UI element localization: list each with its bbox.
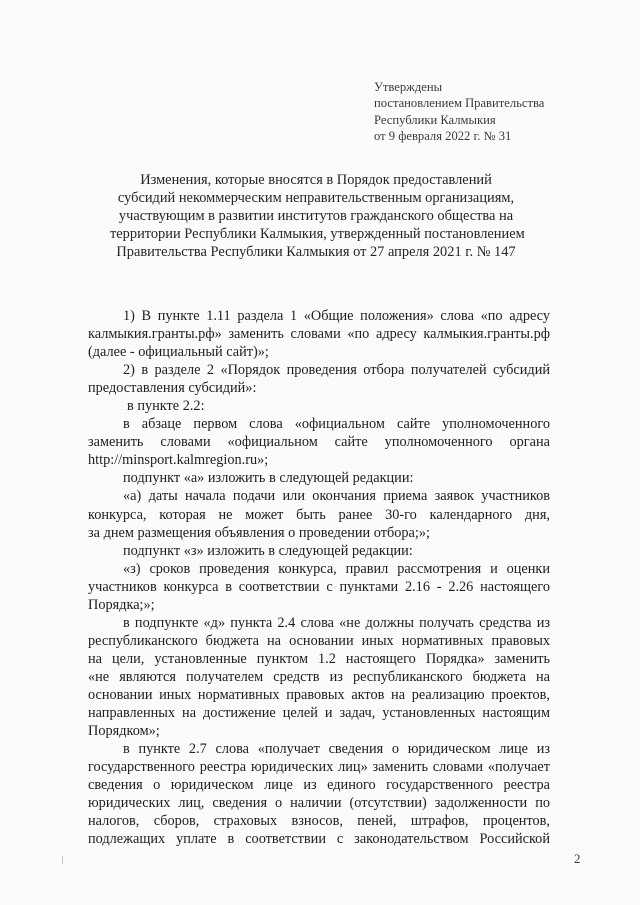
- body-line: в абзаце первом слова «официальном сайте уполномоченного: [123, 416, 550, 433]
- page-number: 2: [574, 851, 581, 866]
- document-title: [110, 171, 525, 261]
- body-line: государственного реестра юридических лиц» заменить словами «получает: [88, 759, 550, 776]
- body-line: юридических лиц, сведения о наличии (отсутствии) задолженности по: [88, 795, 550, 812]
- body-line: «з) сроков проведения конкурса, правил рассмотрения и оценки: [123, 560, 550, 577]
- title-line: территории Республики Калмыкия, утвержденный постановлением: [110, 226, 525, 243]
- body-line: Порядком»;: [88, 723, 160, 740]
- body-line: основании иных нормативных правовых актов на реализацию проектов,: [88, 686, 550, 703]
- body-line: «а) даты начала подачи или окончания приема заявок участников: [123, 488, 550, 505]
- body-line: участников конкурса в соответствии с пунктами 2.16 - 2.26 настоящего: [88, 578, 550, 595]
- approval-line: Утверждены: [374, 80, 443, 94]
- body-line: подпункт «а» изложить в следующей редакции:: [123, 470, 414, 487]
- approval-stamp-block: [374, 79, 544, 145]
- body-line: Порядка;»;: [88, 596, 155, 613]
- body-line: республиканского бюджета на основании иных нормативных правовых: [88, 632, 550, 649]
- body-line: http://minsport.kalmregion.ru»;: [88, 452, 269, 469]
- title-line: Правительства Республики Калмыкия от 27 апреля 2021 г. № 147: [116, 244, 516, 261]
- body-line: подлежащих уплате в соответствии с законодательством Российской: [88, 831, 550, 848]
- title-line: Изменения, которые вносятся в Порядок предоставлений: [140, 172, 492, 188]
- title-line: участвующим в развитии институтов гражданского общества на: [118, 208, 514, 225]
- body-line: налогов, сборов, страховых взносов, пеней, штрафов, процентов,: [88, 813, 550, 830]
- body-line: заменить словами «официальном сайте уполномоченного органа: [88, 434, 550, 451]
- body-line: 1) В пункте 1.11 раздела 1 «Общие положения» слова «по адресу: [123, 308, 550, 324]
- body-line: на цели, установленные пунктом 1.2 настоящего Порядка» заменить: [88, 650, 550, 667]
- body-line: «не являются получателем средств из республиканского бюджета на: [88, 668, 550, 685]
- approval-line: Республики Калмыкия: [374, 112, 496, 127]
- approval-line: постановлением Правительства: [374, 96, 545, 111]
- body-line: в подпункте «д» пункта 2.4 слова «не должны получать средства из: [123, 614, 550, 631]
- body-line: (далее - официальный сайт)»;: [88, 344, 269, 361]
- approval-line: от 9 февраля 2022 г. № 31: [374, 129, 512, 144]
- scan-margin-mark: [62, 856, 63, 864]
- body-line: в пункте 2.2:: [127, 398, 205, 415]
- body-line: направленных на достижение целей и задач, установленных настоящим: [88, 705, 550, 722]
- title-line: субсидий некоммерческим неправительственным организациям,: [117, 190, 515, 207]
- body-line: 2) в разделе 2 «Порядок проведения отбора получателей субсидий: [123, 362, 550, 379]
- body-line: предоставления субсидий»:: [88, 380, 257, 397]
- body-line: сведения о юридическом лице из единого государственного реестра: [88, 777, 550, 794]
- body-line: за днем размещения объявления о проведении отбора;»;: [88, 524, 430, 541]
- body-line: конкурса, которая не может быть ранее 30-го календарного дня,: [88, 506, 550, 523]
- body-line: калмыкия.гранты.рф» заменить словами «по адресу калмыкия.гранты.рф: [88, 326, 550, 343]
- document-body: [88, 307, 550, 848]
- body-line: в пункте 2.7 слова «получает сведения о юридическом лице из: [123, 741, 550, 758]
- body-line: подпункт «з» изложить в следующей редакции:: [123, 542, 413, 559]
